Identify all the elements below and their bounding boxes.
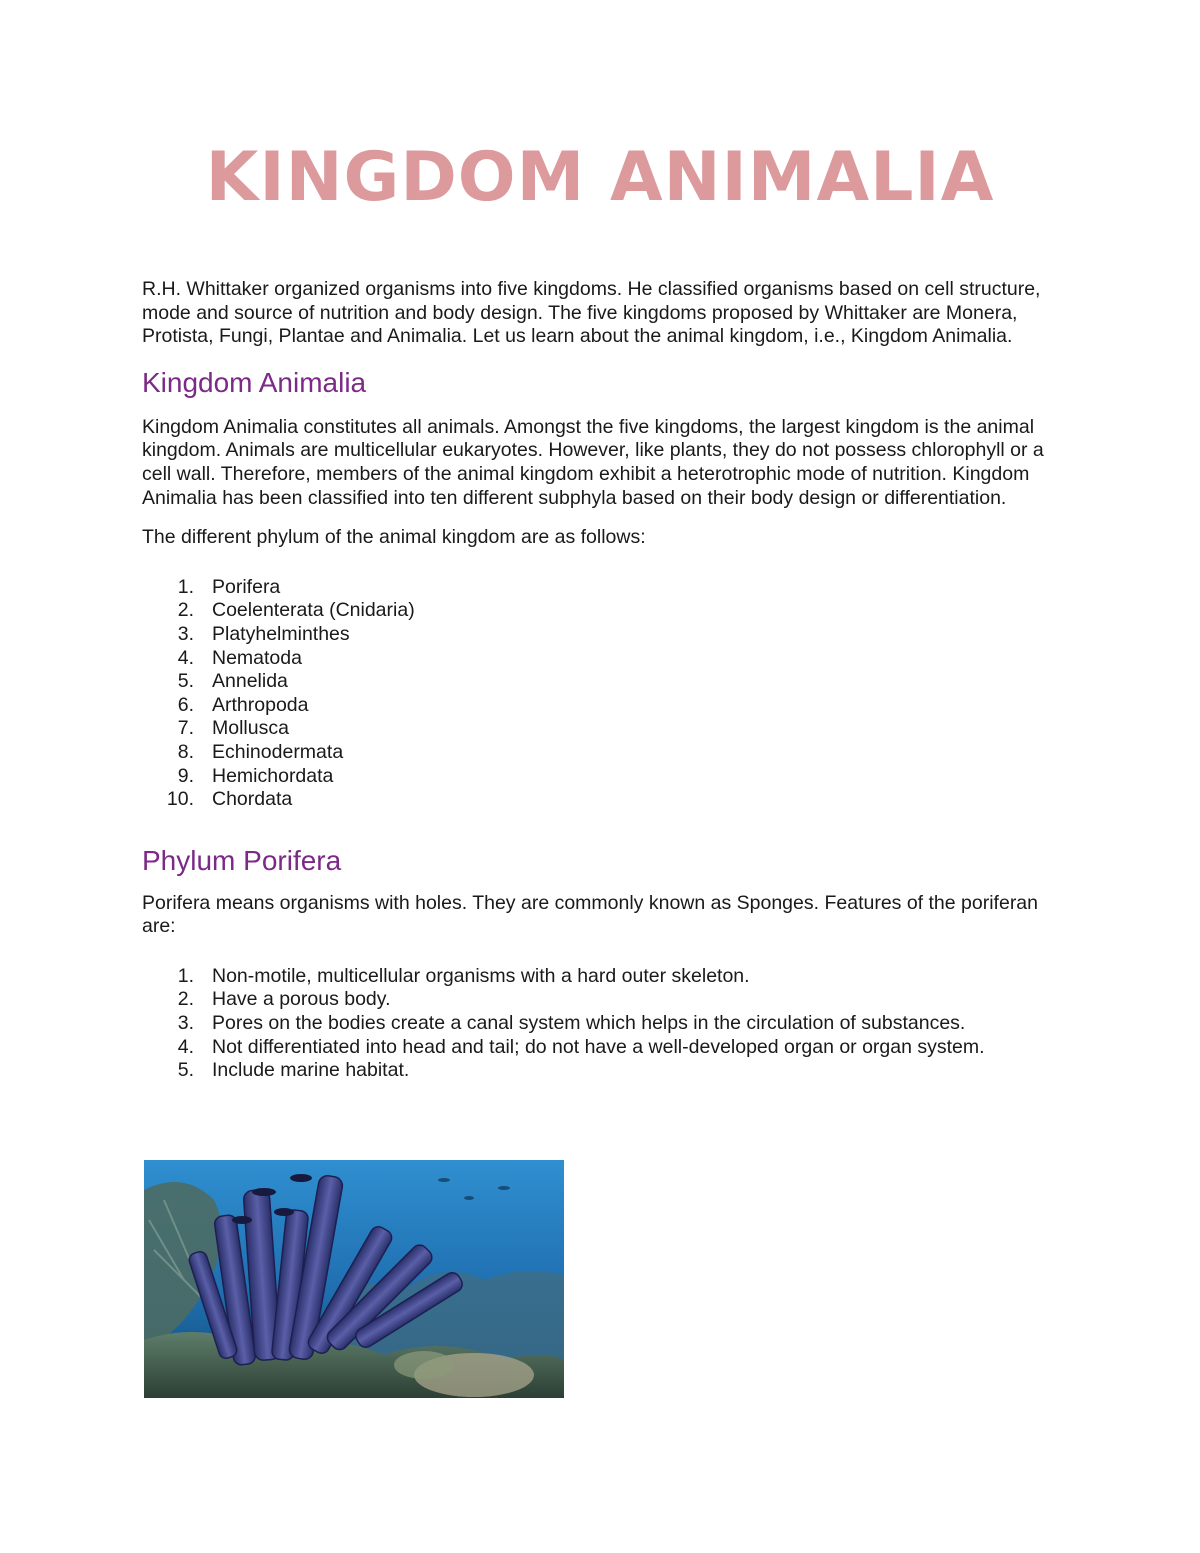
phyla-list-intro: The different phylum of the animal kingdom are as follows: [142, 526, 646, 549]
list-item: 8. Echinodermata [177, 740, 344, 763]
sponge-photo [144, 1160, 564, 1398]
kingdom-animalia-paragraph: Kingdom Animalia constitutes all animals. Amongst the five kingdoms, the largest kingdom is the animal kingdom. Animals are multicellular eukaryotes. However, like plants, they do not possess chlorophyll or a cell wall. Therefore, members of the animal kingdom exhibit a heterotrophic mode of nutrition. Kingdom Animalia has been classified into ten different subphyla based on their body design or differentiation. [142, 415, 1044, 509]
list-item: 9. Hemichordata [177, 764, 334, 787]
document-body [142, 278, 1062, 1083]
list-item: 7. Mollusca [177, 717, 289, 740]
porifera-paragraph: Porifera means organisms with holes. They are commonly known as Sponges. Features of the poriferan are: [142, 891, 1039, 938]
list-item: 2. Have a porous body. [177, 988, 391, 1011]
page-title: KINGDOM ANIMALIA [205, 138, 995, 217]
section-heading-kingdom-animalia: Kingdom Animalia [142, 366, 367, 398]
list-item: 6. Arthropoda [177, 693, 309, 716]
phyla-list [142, 576, 1062, 812]
list-item: 5. Include marine habitat. [177, 1059, 410, 1082]
list-item: 10. Chordata [166, 788, 293, 811]
section-heading-phylum-porifera: Phylum Porifera [142, 844, 342, 876]
list-item: 3. Pores on the bodies create a canal system which helps in the circulation of substances. [177, 1012, 966, 1035]
list-item: 4. Not differentiated into head and tail; do not have a well-developed organ or organ system. [177, 1035, 985, 1058]
porifera-features-list [142, 965, 1062, 1083]
list-item: 2. Coelenterata (Cnidaria) [177, 599, 415, 622]
list-item: 5. Annelida [177, 670, 288, 693]
list-item: 3. Platyhelminthes [177, 622, 350, 645]
intro-paragraph: R.H. Whittaker organized organisms into five kingdoms. He classified organisms based on cell structure, mode and source of nutrition and body design. The five kingdoms proposed by Whittaker are Monera, Protista, Fungi, Plantae and Animalia. Let us learn about the animal kingdom, i.e., Kingdom Animalia. [142, 278, 1041, 348]
list-item: 4. Nematoda [177, 646, 302, 669]
list-item: 1. Porifera [177, 575, 281, 598]
list-item: 1. Non-motile, multicellular organisms with a hard outer skeleton. [177, 964, 750, 987]
